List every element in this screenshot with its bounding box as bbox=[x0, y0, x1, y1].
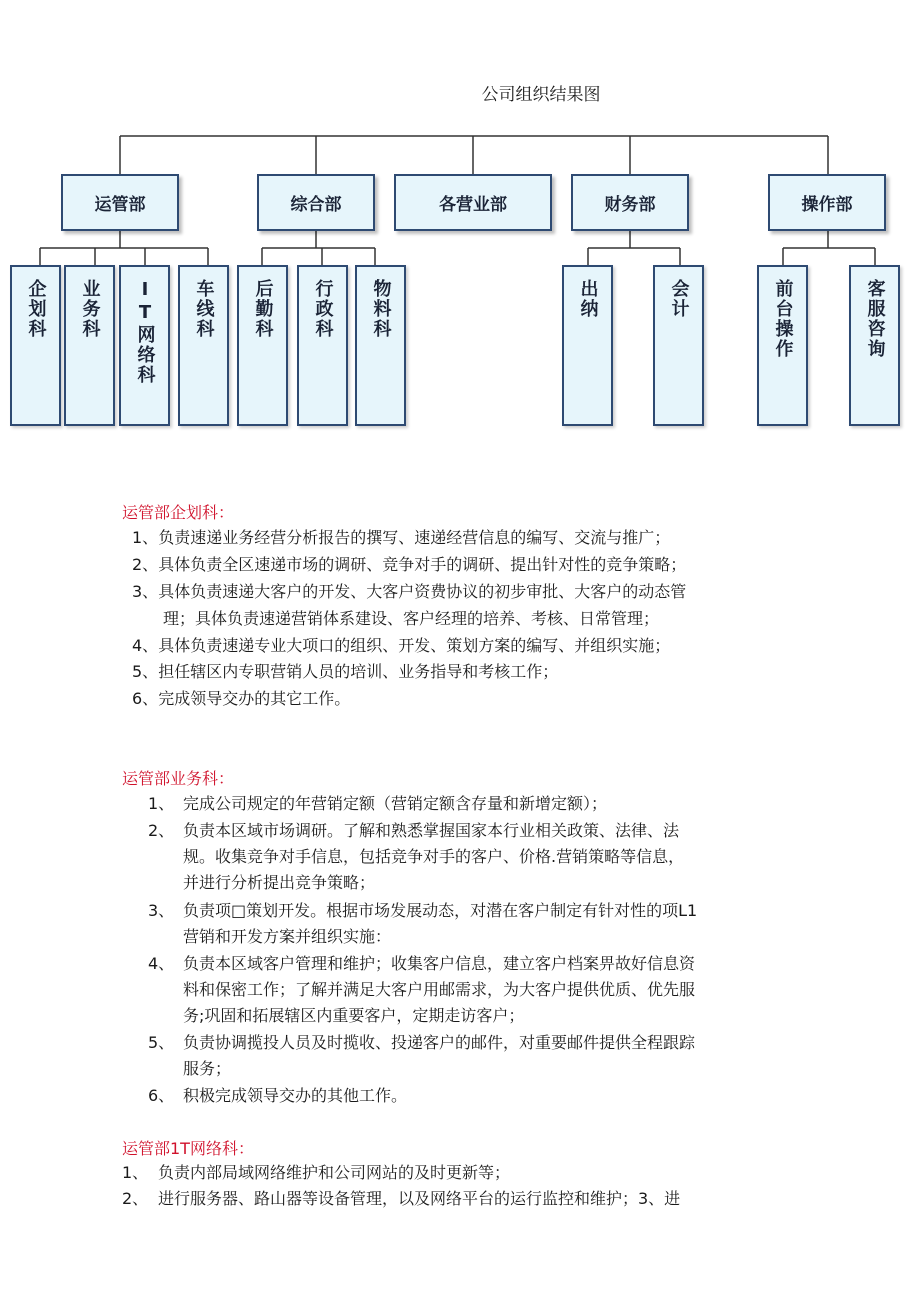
dept-box-caozuo: 操作部 bbox=[768, 174, 886, 231]
list-item-line: 负责本区域市场调研。了解和熟悉掌握国家本行业相关政策、法律、法 bbox=[183, 821, 680, 840]
list-item-line: 完成公司规定的年营销定额（营销定额含存量和新增定额）； bbox=[183, 794, 608, 813]
list-item-num: 6、 bbox=[148, 1086, 175, 1105]
org-chart-title: 公司组织结果图 bbox=[481, 85, 601, 105]
list-item-line: 积极完成领导交办的其他工作。 bbox=[183, 1086, 408, 1105]
list-item-line: 负责内部局域网络维护和公司网站的及时更新等； bbox=[158, 1163, 511, 1182]
sub-box-yewu: 业务科 bbox=[64, 265, 115, 426]
list-item: 5、担任辖区内专职营销人员的培训、业务指导和考核工作； bbox=[132, 662, 559, 681]
list-item-num: 2、 bbox=[148, 821, 175, 840]
sub-box-xingzheng: 行政科 bbox=[297, 265, 348, 426]
dept-box-yingye: 各营业部 bbox=[394, 174, 552, 231]
sub-box-chexian: 车线科 bbox=[178, 265, 229, 426]
dept-box-caiwu: 财务部 bbox=[571, 174, 689, 231]
list-item: 3、具体负责速递大客户的开发、大客户资费协议的初步审批、大客户的动态管 bbox=[132, 582, 687, 601]
dept-box-yunguan: 运管部 bbox=[61, 174, 179, 231]
list-item-line: 营销和开发方案并组织实施： bbox=[183, 927, 392, 946]
list-item-line: 负责项□策划开发。根据市场发展动态，对潜在客户制定有针对性的项L1 bbox=[183, 901, 698, 920]
section-title-planning: 运管部企划科： bbox=[122, 503, 235, 522]
list-item: 2、具体负责全区速递市场的调研、竞争对手的调研、提出针对性的竞争策略； bbox=[132, 555, 687, 574]
list-item-num: 4、 bbox=[148, 954, 175, 973]
list-item-line: 服务； bbox=[183, 1059, 232, 1078]
list-item-num: 3、 bbox=[148, 901, 175, 920]
list-item-line: 料和保密工作；了解并满足大客户用邮需求，为大客户提供优质、优先服 bbox=[183, 980, 696, 999]
list-item: 4、具体负责速递专业大项口的组织、开发、策划方案的编写、并组织实施； bbox=[132, 636, 671, 655]
section-title-network: 运管部1T网络科： bbox=[122, 1139, 254, 1158]
dept-box-zonghe: 综合部 bbox=[257, 174, 375, 231]
list-item-line: 规。收集竞争对手信息，包括竞争对手的客户、价格.营销策略等信息， bbox=[183, 847, 685, 866]
sub-box-kefu: 客服咨询 bbox=[849, 265, 900, 426]
sub-box-houqin: 后勤科 bbox=[237, 265, 288, 426]
list-item: 1、负责速递业务经营分析报告的撰写、速递经营信息的编写、交流与推广； bbox=[132, 528, 671, 547]
list-item: 6、完成领导交办的其它工作。 bbox=[132, 689, 351, 708]
section-title-business: 运管部业务科： bbox=[122, 769, 235, 788]
list-item-line: 务;巩固和拓展辖区内重要客户，定期走访客户； bbox=[183, 1006, 525, 1025]
sub-box-qiantai: 前台操作 bbox=[757, 265, 808, 426]
list-item-line: 进行服务器、路山器等设备管理，以及网络平台的运行监控和维护；3、进 bbox=[158, 1189, 681, 1208]
sub-box-it: IT网络科 bbox=[119, 265, 170, 426]
list-item-line: 负责本区域客户管理和维护；收集客户信息，建立客户档案畀故好信息资 bbox=[183, 954, 696, 973]
list-item-line: 负责协调揽投人员及时揽收、投递客户的邮件，对重要邮件提供全程跟踪 bbox=[183, 1033, 696, 1052]
sub-box-qihua: 企划科 bbox=[10, 265, 61, 426]
sub-box-chuna: 出纳 bbox=[562, 265, 613, 426]
list-item-continuation: 理；具体负责速递营销体系建设、客户经理的培养、考核、日常管理； bbox=[163, 609, 660, 628]
sub-box-kuaiji: 会计 bbox=[653, 265, 704, 426]
sub-box-wuliao: 物料科 bbox=[355, 265, 406, 426]
list-item-num: 5、 bbox=[148, 1033, 175, 1052]
list-item-num: 2、 bbox=[122, 1189, 149, 1208]
list-item-num: 1、 bbox=[148, 794, 175, 813]
list-item-line: 并进行分析提出竞争策略； bbox=[183, 873, 376, 892]
list-item-num: 1、 bbox=[122, 1163, 149, 1182]
